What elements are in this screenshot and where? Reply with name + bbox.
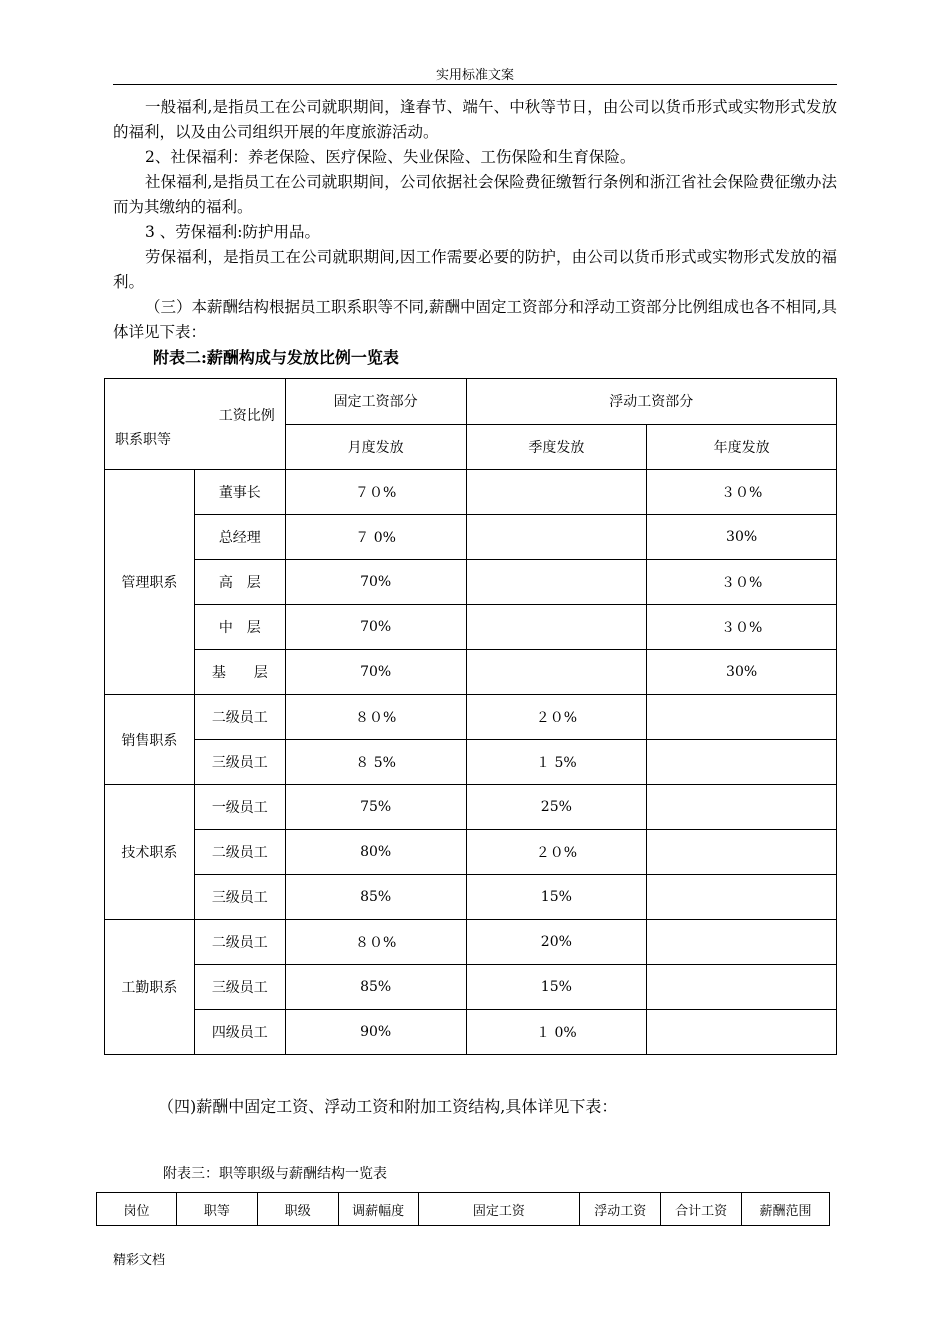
- yearly-cell: [647, 695, 837, 740]
- monthly-cell: 70%: [285, 605, 466, 650]
- table3-header-cell: 浮动工资: [580, 1193, 661, 1226]
- paragraph-social-insurance-title: 2、社保福利：养老保险、医疗保险、失业保险、工伤保险和生育保险。: [145, 148, 636, 166]
- monthly-cell: ８０%: [285, 920, 466, 965]
- header-quarterly: 季度发放: [466, 424, 647, 470]
- yearly-cell: ３０%: [647, 470, 837, 515]
- level-cell: 总经理: [194, 515, 285, 560]
- monthly-cell: 85%: [285, 965, 466, 1010]
- table3-header-cell: 岗位: [97, 1193, 177, 1226]
- table-corner-cell: [105, 379, 286, 470]
- level-cell: 二级员工: [194, 830, 285, 875]
- table2-body: [105, 470, 837, 1055]
- table3-header-cell: 职等: [176, 1193, 257, 1226]
- header-yearly: 年度发放: [647, 424, 837, 470]
- page-footer: 精彩文档: [113, 1253, 166, 1268]
- paragraph-section-3: （三）本薪酬结构根据员工职系职等不同,薪酬中固定工资部分和浮动工资部分比例组成也各不相同,具体详见下表：: [113, 298, 837, 341]
- header-rule: [113, 84, 837, 85]
- quarterly-cell: 15%: [466, 965, 647, 1010]
- quarterly-cell: １ 0%: [466, 1010, 647, 1055]
- monthly-cell: ７０%: [285, 470, 466, 515]
- table3-caption: 附表三：职等职级与薪酬结构一览表: [163, 1166, 387, 1182]
- salary-ratio-table: [104, 378, 837, 1055]
- table-row: [105, 605, 837, 650]
- table-row: [105, 1010, 837, 1055]
- table-row: [105, 875, 837, 920]
- table2-caption: 附表二:薪酬构成与发放比例一览表: [153, 348, 399, 367]
- table-row: [105, 830, 837, 875]
- corner-label-grade: 职系职等: [115, 432, 171, 448]
- yearly-cell: 30%: [647, 515, 837, 560]
- yearly-cell: ３０%: [647, 560, 837, 605]
- table3-header-cell: 职级: [257, 1193, 338, 1226]
- table-row: [105, 785, 837, 830]
- yearly-cell: [647, 875, 837, 920]
- yearly-cell: [647, 785, 837, 830]
- table-row: [105, 470, 837, 515]
- quarterly-cell: [466, 560, 647, 605]
- yearly-cell: [647, 740, 837, 785]
- page-header: 实用标准文案: [435, 68, 514, 83]
- monthly-cell: 90%: [285, 1010, 466, 1055]
- group-name-cell: 技术职系: [105, 785, 195, 920]
- paragraph-social-insurance: 社保福利,是指员工在公司就职期间，公司依据社会保险费征缴暂行条例和浙江省社会保险费征缴办法而为其缴纳的福利。: [113, 173, 837, 216]
- group-name-cell: 销售职系: [105, 695, 195, 785]
- table-row: [105, 650, 837, 695]
- header-monthly: 月度发放: [285, 424, 466, 470]
- level-cell: 三级员工: [194, 875, 285, 920]
- table-row: [105, 560, 837, 605]
- group-name-cell: 管理职系: [105, 470, 195, 695]
- level-cell: 二级员工: [194, 695, 285, 740]
- yearly-cell: 30%: [647, 650, 837, 695]
- quarterly-cell: [466, 515, 647, 560]
- level-cell: 三级员工: [194, 740, 285, 785]
- table3-header-cell: 合计工资: [661, 1193, 742, 1226]
- table-row: [105, 920, 837, 965]
- quarterly-cell: 20%: [466, 920, 647, 965]
- level-cell: 高 层: [194, 560, 285, 605]
- paragraph-labor-protection-title: 3 、劳保福利:防护用品。: [145, 223, 321, 241]
- quarterly-cell: ２０%: [466, 695, 647, 740]
- quarterly-cell: ２０%: [466, 830, 647, 875]
- table-row: [105, 695, 837, 740]
- level-cell: 三级员工: [194, 965, 285, 1010]
- quarterly-cell: [466, 470, 647, 515]
- level-cell: 二级员工: [194, 920, 285, 965]
- group-name-cell: 工勤职系: [105, 920, 195, 1055]
- corner-label-ratio: 工资比例: [218, 408, 275, 424]
- paragraph-section-4: （四)薪酬中固定工资、浮动工资和附加工资结构,具体详见下表：: [158, 1097, 618, 1116]
- level-cell: 董事长: [194, 470, 285, 515]
- paragraph-general-welfare: 一般福利,是指员工在公司就职期间，逢春节、端午、中秋等节日，由公司以货币形式或实物形式发放的福利，以及由公司组织开展的年度旅游活动。: [113, 98, 837, 141]
- level-cell: 中 层: [194, 605, 285, 650]
- quarterly-cell: [466, 605, 647, 650]
- monthly-cell: 75%: [285, 785, 466, 830]
- monthly-cell: 85%: [285, 875, 466, 920]
- yearly-cell: [647, 1010, 837, 1055]
- table3-header-row: [97, 1193, 830, 1226]
- quarterly-cell: １ 5%: [466, 740, 647, 785]
- monthly-cell: 70%: [285, 650, 466, 695]
- monthly-cell: ８０%: [285, 695, 466, 740]
- yearly-cell: [647, 920, 837, 965]
- level-cell: 四级员工: [194, 1010, 285, 1055]
- quarterly-cell: 15%: [466, 875, 647, 920]
- monthly-cell: ８ 5%: [285, 740, 466, 785]
- table-row: [105, 740, 837, 785]
- level-cell: 一级员工: [194, 785, 285, 830]
- header-floating-salary: 浮动工资部分: [466, 379, 837, 425]
- table3-header-cell: 调薪幅度: [338, 1193, 418, 1226]
- level-cell: 基 层: [194, 650, 285, 695]
- quarterly-cell: 25%: [466, 785, 647, 830]
- header-fixed-salary: 固定工资部分: [285, 379, 466, 425]
- yearly-cell: [647, 830, 837, 875]
- monthly-cell: 70%: [285, 560, 466, 605]
- monthly-cell: 80%: [285, 830, 466, 875]
- yearly-cell: [647, 965, 837, 1010]
- table-row: [105, 965, 837, 1010]
- yearly-cell: ３０%: [647, 605, 837, 650]
- grade-structure-table: [96, 1192, 830, 1226]
- table3-header-cell: 薪酬范围: [742, 1193, 830, 1226]
- quarterly-cell: [466, 650, 647, 695]
- paragraph-labor-protection: 劳保福利，是指员工在公司就职期间,因工作需要必要的防护，由公司以货币形式或实物形式发放的福利。: [113, 248, 837, 291]
- monthly-cell: ７ 0%: [285, 515, 466, 560]
- table-row: [105, 515, 837, 560]
- table3-header-cell: 固定工资: [418, 1193, 580, 1226]
